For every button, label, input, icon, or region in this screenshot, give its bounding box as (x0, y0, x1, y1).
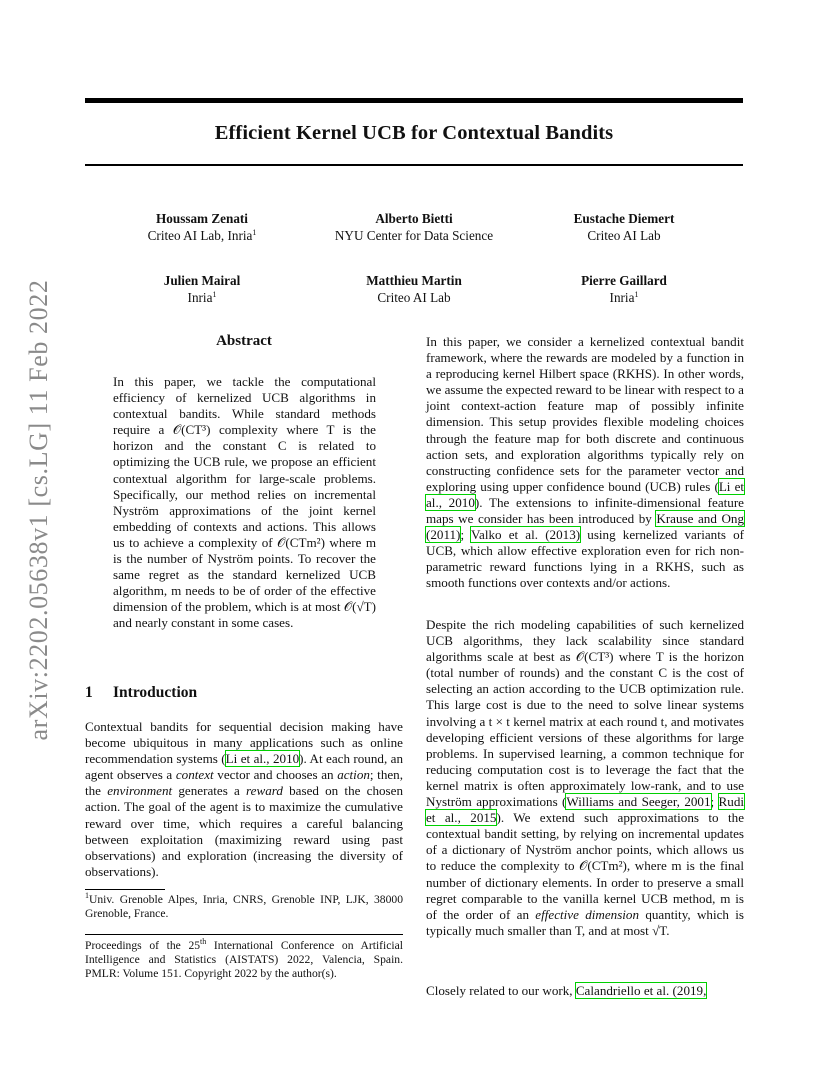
citation-link[interactable]: Rudi et al., 2015 (426, 794, 745, 826)
abstract-text: In this paper, we tackle the computational efficiency of kernelized UCB algorithms in contextual bandits. While standard methods require a 𝒪(CT³) complexity where T is the horizon and the constant C is related to optimizing the UCB rule, we propose an efficient contextual algorithm for large-scale problems. Specifically, our method relies on incremental Nyström approximations of the joint kernel embedding of contexts and actions. This allows us to achieve a complexity of 𝒪(CTm²) where m is the number of Nyström points. To recover the same regret as the standard kernelized UCB algorithm, m needs to be of order of the effective dimension of the problem, which is at most 𝒪(√T) and nearly constant in some cases. (113, 374, 377, 631)
body-paragraph: Closely related to our work, Calandriello et al. (2019, (426, 983, 707, 998)
author-name: Matthieu Martin (366, 273, 462, 288)
author-affiliation: Inria$^1$ (609, 290, 639, 305)
author-block (494, 272, 754, 306)
author-name: Pierre Gaillard (581, 273, 667, 288)
proceedings-note: Proceedings of the 25th International Conference on Artificial Intelligence and Statistics (AISTATS) 2022, Valencia, Spain. PMLR: Volume 151. Copyright 2022 by the author(s). (85, 937, 403, 981)
arxiv-identifier: arXiv:2202.05638v1 [cs.LG] 11 Feb 2022 (24, 279, 53, 741)
title-bottom-rule (85, 164, 743, 166)
author-name: Eustache Diemert (573, 211, 675, 226)
author-name: Alberto Bietti (375, 211, 453, 226)
citation-link[interactable]: Valko et al. (2013) (471, 527, 581, 543)
author-affiliation: Inria$^1$ (187, 290, 217, 305)
abstract-heading: Abstract (216, 333, 272, 349)
author-affiliation: Criteo AI Lab (377, 290, 451, 305)
author-block (494, 210, 754, 244)
arxiv-sidebar-stamp (24, 279, 54, 741)
author-name: Houssam Zenati (156, 211, 248, 226)
citation-link[interactable]: Williams and Seeger, 2001 (566, 794, 711, 810)
proceedings-rule (85, 934, 403, 935)
author-name: Julien Mairal (163, 273, 241, 288)
title-top-rule (85, 98, 743, 103)
citation-link[interactable]: Krause and Ong (2011) (426, 511, 744, 543)
paper-title: Efficient Kernel UCB for Contextual Bandits (214, 122, 614, 144)
author-affiliation: Criteo AI Lab (587, 228, 661, 243)
citation-link[interactable]: Li et al., 2010 (426, 478, 745, 510)
body-paragraph: Despite the rich modeling capabilities of such kernelized UCB algorithms, they lack scalability since standard algorithms scale at best as 𝒪(CT³) where T is the horizon (total number of rounds) and the constant C is the cost of selecting an action according to the UCB optimization rule. This large cost is due to the need to solve linear systems involving a t × t kernel matrix at each round t, and motivates developing efficient versions of these algorithms for large problems. In supervised learning, a common technique for reducing computation cost is to leverage the fact that the kernel matrix is often approximately low-rank, and to use Nyström approximations (Williams and Seeger, 2001; Rudi et al., 2015). We extend such approximations to the contextual bandit setting, by relying on incremental updates of a dictionary of Nyström anchor points, which allows us to reduce the complexity to 𝒪(CTm²), where m is the final number of dictionary elements. In order to preserve a small regret comparable to the vanilla kernel UCB method, m is of the order of an effective dimension quantity, which is typically much smaller than T, and at most √T. (426, 617, 745, 938)
footnote: $^1$Univ. Grenoble Alpes, Inria, CNRS, Grenoble INP, LJK, 38000 Grenoble, France. (85, 891, 403, 921)
author-affiliation: NYU Center for Data Science (334, 228, 494, 243)
intro-paragraph: Contextual bandits for sequential decision making have become ubiquitous in many applications such as online recommendation systems (Li et al., 2010). At each round, an agent observes a context vector and chooses an action; then, the environment generates a reward based on the chosen action. The goal of the agent is to maximize the cumulative reward over time, which requires a careful balancing between exploitation (maximizing reward using past observations) and exploration (increasing the diversity of observations). (85, 719, 403, 879)
author-affiliation: Criteo AI Lab, Inria$^1$ (147, 228, 257, 243)
section-heading-introduction: 1 Introduction (85, 684, 198, 701)
citation-link[interactable]: Calandriello et al. (2019, (575, 983, 707, 998)
citation-link[interactable]: Li et al., 2010 (225, 751, 300, 767)
footnote-rule (85, 889, 165, 890)
body-paragraph: In this paper, we consider a kernelized contextual bandit framework, where the rewards are modeled by a function in a reproducing kernel Hilbert space (RKHS). In other words, we assume the expected reward to be linear with respect to a joint context-action feature map of possibly infinite dimension. This setup provides flexible modeling choices through the feature map for both discrete and continuous action sets, and exploration algorithms typically rely on constructing confidence sets for the parameter vector and exploring using upper confidence bound (UCB) rules (Li et al., 2010). The extensions to infinite-dimensional feature maps we consider has been introduced by Krause and Ong (2011); Valko et al. (2013) using kernelized variants of UCB, which allow effective exploration even for rich non-parametric reward functions lying in a RKHS, such as smooth functions over contexts and/or actions. (426, 334, 745, 591)
